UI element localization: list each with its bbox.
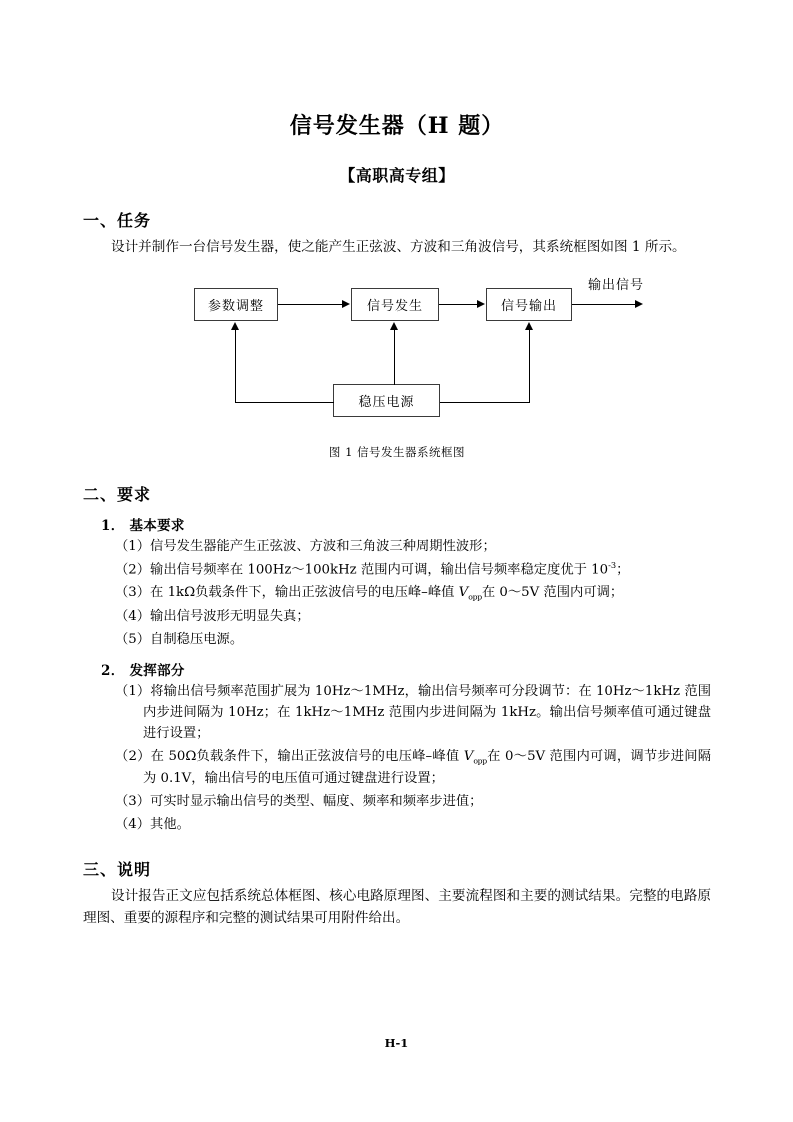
advanced-item-1 [115,681,711,744]
arrowhead-generate-to-output [477,300,485,308]
diagram-block-signal-generate [351,288,439,321]
arrowhead-power-to-param [231,322,239,330]
subsection-heading-advanced [101,659,711,679]
advanced-item-2-tail: 在 0～5V 范围内可调，调节步进间隔为 0.1V，输出信号的电压值可通过键盘进行设置； [143,748,711,786]
diagram-block-signal-output [486,288,572,321]
page-title: 信号发生器（H 题） [289,113,505,139]
diagram-block-label: 信号发生 [366,298,423,314]
arrowhead-param-to-generate [342,300,350,308]
section-heading-requirements: 二、要求 [83,484,152,504]
task-paragraph: 设计并制作一台信号发生器，使之能产生正弦波、方波和三角波信号，其系统框图如图 1 所示。 [111,238,686,255]
diagram-block-param-adjust [194,288,278,321]
advanced-item-2-text: （2）在 50Ω负载条件下，输出正弦波信号的电压峰–峰值 [115,748,464,764]
arrowhead-power-to-output [525,322,533,330]
basic-item-1 [115,536,711,557]
connector-param-to-generate [278,304,343,305]
basic-item-5-text: （5）自制稳压电源。 [115,631,244,647]
arrowhead-power-to-generate [390,322,398,330]
power-riser-signal-output [529,330,530,402]
basic-item-3-subscript: opp [468,592,482,602]
advanced-item-2-variable: V [463,748,474,764]
advanced-item-4-text: （4）其他。 [115,816,190,832]
basic-item-4-text: （4）输出信号波形无明显失真； [115,608,310,624]
basic-item-4 [115,606,711,627]
diagram-block-label: 稳压电源 [358,394,415,410]
basic-item-2 [115,559,711,580]
basic-item-2-tail: ； [616,562,630,578]
diagram-block-label: 信号输出 [500,298,557,314]
subsection-number-advanced: 2． [101,662,125,679]
connector-output-to-signal [572,304,636,305]
power-rail-right [440,402,530,403]
figure-block-diagram [83,272,711,442]
subsection-heading-basic [101,514,711,534]
advanced-item-4 [115,814,711,835]
advanced-item-3 [115,791,711,812]
connector-generate-to-output [439,304,478,305]
advanced-item-3-text: （3）可实时显示输出信号的类型、幅度、频率和频率步进值； [115,793,483,809]
basic-item-5 [115,629,711,650]
advanced-item-2 [115,746,711,789]
power-riser-signal-generate [394,330,395,385]
power-rail-left [235,402,334,403]
basic-item-2-exponent: -3 [608,559,617,570]
basic-item-2-text: （2）输出信号频率在 100Hz～100kHz 范围内可调，输出信号频率稳定度优于 10 [115,562,609,578]
subsection-number-basic: 1． [101,517,125,534]
basic-item-3 [115,582,711,604]
diagram-output-label: 输出信号 [588,277,645,293]
page-content [83,0,711,929]
page-footer: H-1 [384,1036,409,1050]
basic-item-3-variable: V [458,585,469,601]
figure-caption: 图 1 信号发生器系统框图 [328,444,466,459]
diagram-block-regulated-power [333,384,440,417]
subsection-label-advanced: 发挥部分 [129,662,185,679]
diagram-block-label: 参数调整 [207,298,264,314]
subsection-label-basic: 基本要求 [129,517,185,534]
section-heading-task: 一、任务 [83,210,152,230]
arrowhead-output-signal [635,300,643,308]
advanced-item-2-subscript: opp [473,756,487,766]
basic-item-3-text: （3）在 1kΩ负载条件下，输出正弦波信号的电压峰–峰值 [115,585,459,601]
section-heading-notes: 三、说明 [83,859,152,879]
advanced-item-1-text: （1）将输出信号频率范围扩展为 10Hz～1MHz，输出信号频率可分段调节：在 10Hz～1kHz 范围内步进间隔为 10Hz；在 1kHz～1MHz 范围内步进间隔为 1kHz。输出信号频率值可通过键盘进行设置； [115,683,711,741]
power-riser-param-adjust [235,330,236,402]
basic-item-3-tail: 在 0～5V 范围内可调； [481,585,624,601]
notes-paragraph: 设计报告正文应包括系统总体框图、核心电路原理图、主要流程图和主要的测试结果。完整的电路原理图、重要的源程序和完整的测试结果可用附件给出。 [83,887,711,926]
page-subtitle: 【高职高专组】 [339,165,455,185]
basic-item-1-text: （1）信号发生器能产生正弦波、方波和三角波三种周期性波形； [115,538,496,554]
